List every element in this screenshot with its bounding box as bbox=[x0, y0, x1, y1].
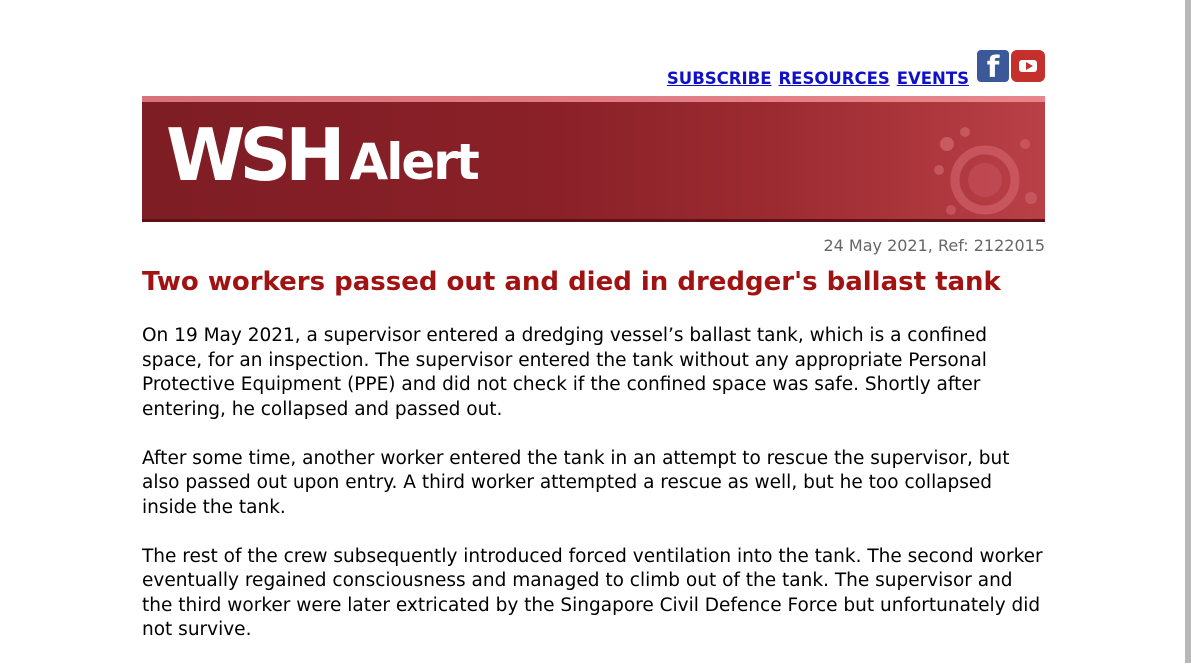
article-body bbox=[142, 324, 1045, 667]
window-edge bbox=[1185, 0, 1191, 663]
banner-top-stripe bbox=[142, 96, 1045, 102]
article-paragraph: On 19 May 2021, a supervisor entered a dredging vessel’s ballast tank, which is a confined space, for an inspection. The supervisor entered the tank without any appropriate Personal Protective Equipment (PPE) and did not check if the confined space was safe. Shortly after entering, he collapsed and passed out. bbox=[142, 325, 988, 420]
wsh-alert-logo bbox=[166, 112, 478, 198]
emblem-icon bbox=[925, 118, 1045, 222]
article-title: Two workers passed out and died in dredger's ballast tank bbox=[142, 267, 1001, 297]
banner-bottom-stripe bbox=[142, 219, 1045, 222]
events-link[interactable]: EVENTS bbox=[896, 69, 969, 88]
logo-wsh-text: WSH bbox=[166, 113, 340, 197]
resources-link[interactable]: RESOURCES bbox=[778, 69, 890, 88]
facebook-icon[interactable] bbox=[977, 50, 1009, 82]
wsh-alert-banner bbox=[142, 96, 1045, 222]
facebook-glyph: f bbox=[986, 50, 1000, 82]
play-icon bbox=[1026, 62, 1033, 70]
youtube-play-box bbox=[1019, 60, 1037, 72]
subscribe-link[interactable]: SUBSCRIBE bbox=[666, 69, 772, 88]
logo-alert-text: Alert bbox=[349, 133, 478, 191]
article-paragraph: After some time, another worker entered the tank in an attempt to rescue the supervisor, but also passed out upon entry. A third worker attempted a rescue as well, but he too collapsed inside the tank. bbox=[142, 447, 1010, 518]
article-paragraph: The rest of the crew subsequently introduced forced ventilation into the tank. The second worker eventually regained consciousness and managed to climb out of the tank. The supervisor and the third worker were later extricated by the Singapore Civil Defence Force but unfortunately did not survive. bbox=[142, 545, 1043, 640]
date-reference: 24 May 2021, Ref: 2122015 bbox=[823, 236, 1045, 255]
social-links bbox=[977, 50, 1045, 90]
youtube-icon[interactable] bbox=[1011, 50, 1045, 82]
top-navigation bbox=[667, 50, 1045, 90]
